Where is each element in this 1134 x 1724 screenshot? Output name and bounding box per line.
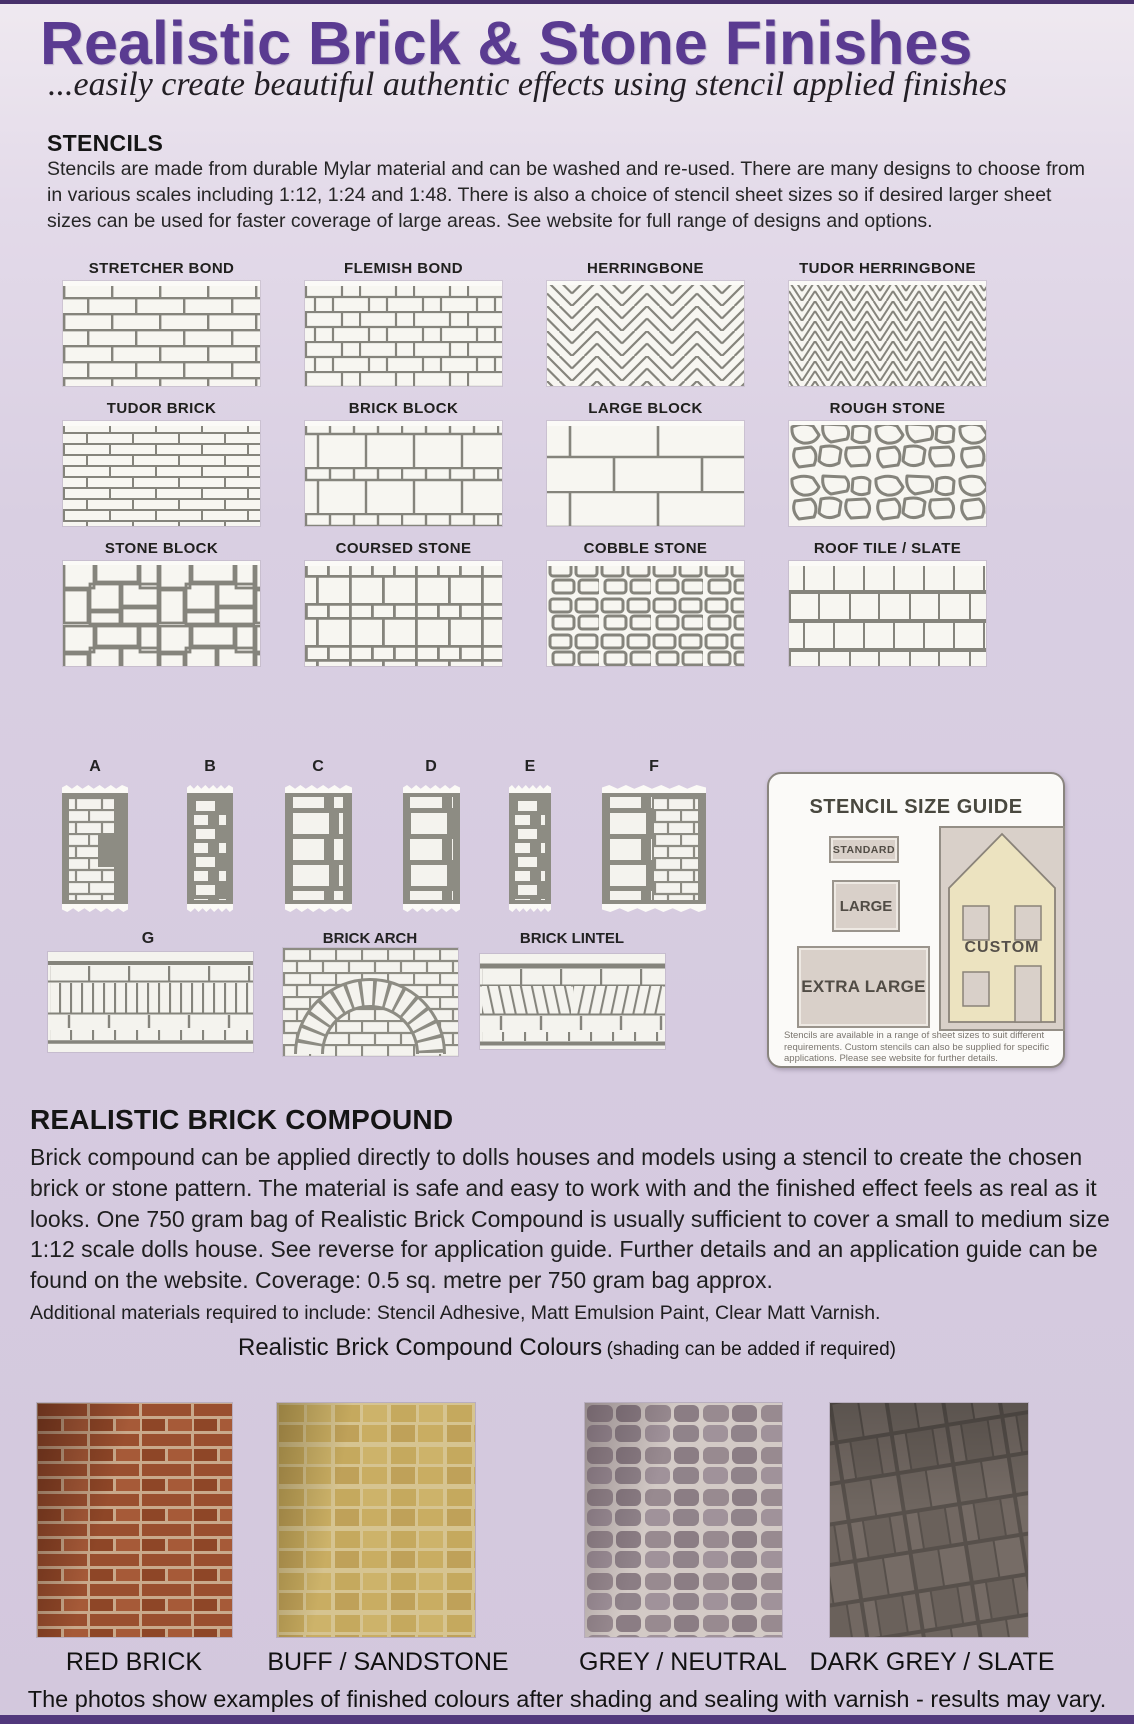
compound-heading: REALISTIC BRICK COMPOUND (30, 1104, 454, 1135)
photo-label-buff-sandstone: BUFF / SANDSTONE (267, 1648, 509, 1676)
stencil-swatch-stone-block (63, 561, 260, 666)
stencils-heading: STENCILS (47, 130, 164, 156)
colours-heading (0, 1334, 1134, 1362)
sample-strip-a (62, 785, 128, 912)
pattern-label: LARGE BLOCK (588, 400, 703, 417)
stencil-pattern-grid (63, 260, 987, 666)
pattern-cell-brick-block (305, 400, 502, 526)
stencil-swatch-flemish-bond (305, 281, 502, 386)
strip-label-a: A (89, 758, 101, 775)
size-guide-note: Stencils are available in a range of sheet sizes to suit different requirements. Custom stencils can also be supplied for specific applications. Please see website for further details. (784, 1030, 1050, 1065)
bottom-edge-band (0, 1715, 1134, 1724)
strip-label-f: F (649, 758, 659, 775)
strip-label-g: G (141, 930, 155, 947)
size-guide-title: STENCIL SIZE GUIDE (809, 796, 1023, 818)
stencil-swatch-large-block (547, 421, 744, 526)
size-label-custom: CUSTOM (964, 939, 1040, 956)
pattern-label: ROOF TILE / SLATE (813, 540, 962, 557)
pattern-cell-stretcher-bond (63, 260, 260, 386)
stencil-swatch-coursed-stone (305, 561, 502, 666)
pattern-cell-flemish-bond (305, 260, 502, 386)
strip-label-c: C (312, 758, 324, 775)
pattern-label: TUDOR BRICK (106, 400, 217, 417)
pattern-cell-large-block (547, 400, 744, 526)
colours-heading-text: Realistic Brick Compound Colours (237, 1334, 603, 1361)
custom-house-icon (939, 826, 1065, 1031)
pattern-cell-stone-block (63, 540, 260, 666)
photo-shading (585, 1403, 782, 1637)
feature-label-brick-lintel: BRICK LINTEL (519, 930, 625, 947)
pattern-label: FLEMISH BOND (344, 260, 463, 277)
strip-label-b: B (204, 758, 216, 775)
photo-buff-sandstone (277, 1403, 475, 1637)
top-edge-band (0, 0, 1134, 4)
pattern-cell-coursed-stone (305, 540, 502, 666)
stencil-swatch-herringbone (547, 281, 744, 386)
pattern-cell-tudor-herringbone (789, 260, 986, 386)
compound-additional-materials: Additional materials required to include: Stencil Adhesive, Matt Emulsion Paint, Clear Matt Varnish. (30, 1302, 881, 1324)
stencil-swatch-brick-arch (283, 948, 458, 1056)
photo-shading (830, 1403, 1028, 1637)
stencil-swatch-brick-lintel (480, 954, 665, 1049)
size-box-extra-large: EXTRA LARGE (797, 946, 930, 1028)
pattern-cell-rough-stone (789, 400, 986, 526)
compound-description: Brick compound can be applied directly to dolls houses and models using a stencil to create the chosen brick or stone pattern. The material is safe and easy to work with and the finished effect feels as real as it looks. One 750 gram bag of Realistic Brick Compound is usually sufficient to cover a small to medium size 1:12 scale dolls house. See reverse for application guide. Further details and an application guide can be found on the website. Coverage: 0.5 sq. metre per 750 gram bag approx. (30, 1144, 1110, 1294)
sample-strip-f (602, 785, 706, 912)
stencil-swatch-cobble-stone (547, 561, 744, 666)
colours-heading-note: (shading can be added if required) (606, 1339, 896, 1360)
page-title: Realistic Brick & Stone Finishes (40, 9, 973, 77)
pattern-cell-roof-tile-slate (789, 540, 986, 666)
size-box-large: LARGE (832, 880, 900, 932)
pattern-label: HERRINGBONE (587, 260, 704, 277)
photo-dark-grey-slate (830, 1403, 1028, 1637)
sample-strip-e (509, 785, 551, 912)
strip-label-e: E (524, 758, 536, 775)
stencil-size-guide-panel (767, 772, 1065, 1068)
sample-strip-d (403, 785, 460, 912)
pattern-cell-cobble-stone (547, 540, 744, 666)
photo-label-dark-grey-slate: DARK GREY / SLATE (809, 1648, 1055, 1676)
photo-label-red-brick: RED BRICK (65, 1648, 203, 1676)
stencil-swatch-tudor-herringbone (789, 281, 986, 386)
pattern-label: COBBLE STONE (583, 540, 708, 557)
stencil-swatch-stretcher-bond (63, 281, 260, 386)
footer-note: The photos show examples of finished colours after shading and sealing with varnish - results may vary. (27, 1686, 1107, 1712)
stencil-swatch-brick-block (305, 421, 502, 526)
pattern-cell-herringbone (547, 260, 744, 386)
pattern-cell-tudor-brick (63, 400, 260, 526)
pattern-label: COURSED STONE (335, 540, 472, 557)
pattern-label: BRICK BLOCK (348, 400, 459, 417)
photo-label-grey-neutral: GREY / NEUTRAL (579, 1648, 787, 1676)
sample-strip-b (187, 785, 233, 912)
photo-grey-neutral (585, 1403, 782, 1637)
stencil-swatch-g (48, 952, 253, 1052)
pattern-label: STONE BLOCK (104, 540, 219, 557)
page-subtitle: ...easily create beautiful authentic effects using stencil applied finishes (48, 66, 1008, 103)
stencil-swatch-rough-stone (789, 421, 986, 526)
photo-red-brick (37, 1403, 232, 1637)
photo-shading (277, 1403, 475, 1637)
strip-label-d: D (425, 758, 437, 775)
photo-shading (37, 1403, 232, 1637)
pattern-label: ROUGH STONE (829, 400, 946, 417)
pattern-label: TUDOR HERRINGBONE (799, 260, 976, 277)
feature-label-brick-arch: BRICK ARCH (322, 930, 418, 947)
pattern-label: STRETCHER BOND (88, 260, 235, 277)
stencils-description: Stencils are made from durable Mylar material and can be washed and re-used. There are many designs to choose from in various scales including 1:12, 1:24 and 1:48. There is also a choice of stencil sheet sizes so if desired larger sheet sizes can be used for faster coverage of large areas. See website for full range of designs and options. (47, 158, 1086, 232)
stencil-swatch-roof-tile-slate (789, 561, 986, 666)
stencil-swatch-tudor-brick (63, 421, 260, 526)
sample-strip-c (285, 785, 352, 912)
size-box-standard: STANDARD (829, 836, 899, 863)
